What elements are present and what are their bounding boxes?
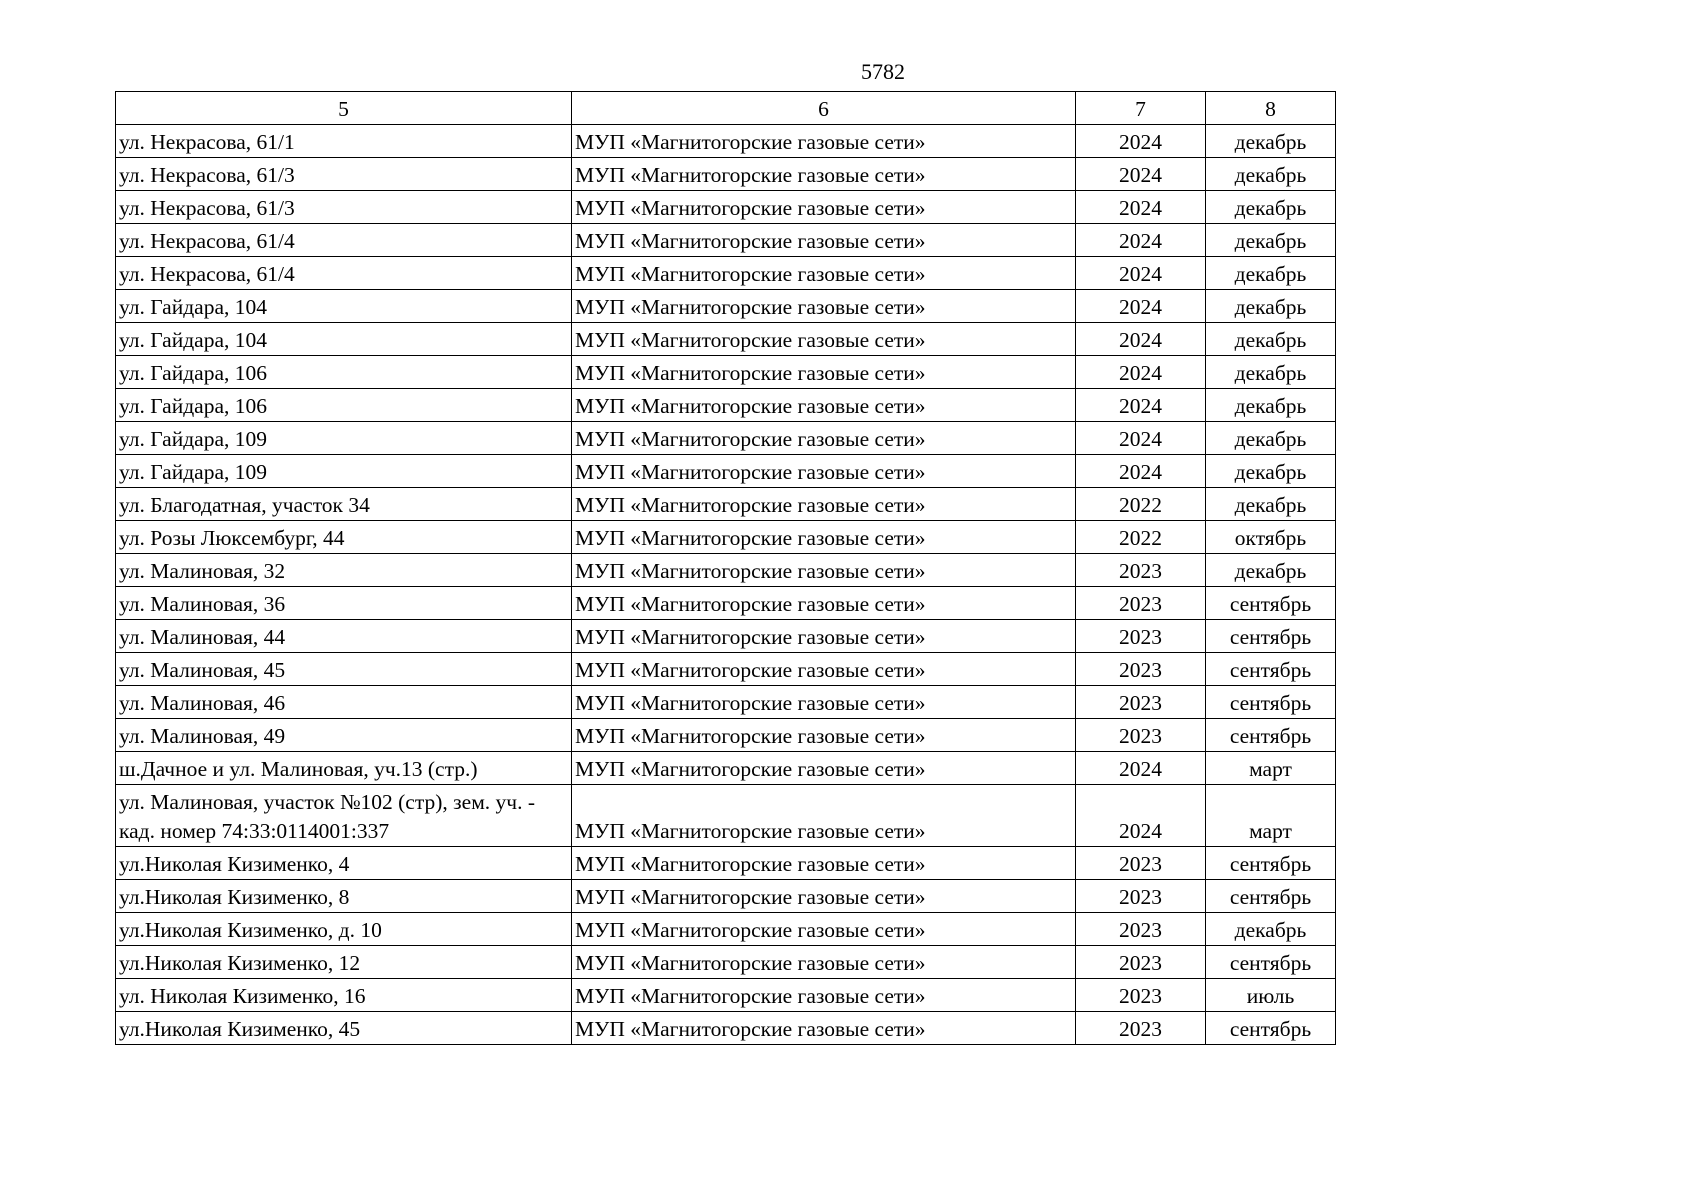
year-cell: 2023: [1076, 979, 1206, 1012]
year-cell: 2023: [1076, 913, 1206, 946]
year-cell: 2023: [1076, 880, 1206, 913]
address-cell: ул. Гайдара, 109: [116, 422, 572, 455]
organization-cell: МУП «Магнитогорские газовые сети»: [572, 913, 1076, 946]
month-cell: сентябрь: [1206, 880, 1336, 913]
address-cell: ул. Некрасова, 61/4: [116, 224, 572, 257]
year-cell: 2024: [1076, 389, 1206, 422]
address-cell: ул. Некрасова, 61/3: [116, 191, 572, 224]
organization-cell: МУП «Магнитогорские газовые сети»: [572, 455, 1076, 488]
table-row: [116, 224, 1336, 257]
address-cell: ул.Николая Кизименко, 8: [116, 880, 572, 913]
organization-cell: МУП «Магнитогорские газовые сети»: [572, 158, 1076, 191]
organization-cell: МУП «Магнитогорские газовые сети»: [572, 620, 1076, 653]
organization-cell: МУП «Магнитогорские газовые сети»: [572, 785, 1076, 847]
address-cell: ул. Малиновая, 49: [116, 719, 572, 752]
organization-cell: МУП «Магнитогорские газовые сети»: [572, 224, 1076, 257]
year-cell: 2023: [1076, 847, 1206, 880]
organization-cell: МУП «Магнитогорские газовые сети»: [572, 752, 1076, 785]
table-row: [116, 158, 1336, 191]
year-cell: 2024: [1076, 191, 1206, 224]
year-cell: 2024: [1076, 224, 1206, 257]
organization-cell: МУП «Магнитогорские газовые сети»: [572, 979, 1076, 1012]
year-cell: 2024: [1076, 422, 1206, 455]
table-row: [116, 191, 1336, 224]
organization-cell: МУП «Магнитогорские газовые сети»: [572, 125, 1076, 158]
table-row: [116, 521, 1336, 554]
year-cell: 2023: [1076, 554, 1206, 587]
year-cell: 2024: [1076, 455, 1206, 488]
address-cell: ул. Гайдара, 109: [116, 455, 572, 488]
column-header-8: 8: [1206, 92, 1336, 125]
address-cell: ул.Николая Кизименко, д. 10: [116, 913, 572, 946]
table-row: [116, 290, 1336, 323]
month-cell: сентябрь: [1206, 946, 1336, 979]
table-row: [116, 389, 1336, 422]
organization-cell: МУП «Магнитогорские газовые сети»: [572, 488, 1076, 521]
organization-cell: МУП «Магнитогорские газовые сети»: [572, 521, 1076, 554]
address-cell: ул. Николая Кизименко, 16: [116, 979, 572, 1012]
address-cell: ул. Розы Люксембург, 44: [116, 521, 572, 554]
month-cell: сентябрь: [1206, 1012, 1336, 1045]
table-row: [116, 847, 1336, 880]
month-cell: декабрь: [1206, 224, 1336, 257]
column-header-7: 7: [1076, 92, 1206, 125]
year-cell: 2024: [1076, 323, 1206, 356]
month-cell: сентябрь: [1206, 653, 1336, 686]
year-cell: 2023: [1076, 1012, 1206, 1045]
address-cell: ул.Николая Кизименко, 12: [116, 946, 572, 979]
year-cell: 2022: [1076, 488, 1206, 521]
month-cell: декабрь: [1206, 389, 1336, 422]
table-row: [116, 620, 1336, 653]
table-row: [116, 455, 1336, 488]
table-row: [116, 356, 1336, 389]
table-row: [116, 913, 1336, 946]
year-cell: 2024: [1076, 290, 1206, 323]
organization-cell: МУП «Магнитогорские газовые сети»: [572, 686, 1076, 719]
address-cell: ул. Малиновая, 44: [116, 620, 572, 653]
organization-cell: МУП «Магнитогорские газовые сети»: [572, 847, 1076, 880]
organization-cell: МУП «Магнитогорские газовые сети»: [572, 290, 1076, 323]
month-cell: декабрь: [1206, 455, 1336, 488]
table-row: [116, 125, 1336, 158]
address-cell: ул. Некрасова, 61/1: [116, 125, 572, 158]
year-cell: 2024: [1076, 785, 1206, 847]
organization-cell: МУП «Магнитогорские газовые сети»: [572, 946, 1076, 979]
month-cell: декабрь: [1206, 422, 1336, 455]
address-cell: ул. Малиновая, 36: [116, 587, 572, 620]
address-cell: ул. Гайдара, 106: [116, 356, 572, 389]
address-cell: ул. Некрасова, 61/4: [116, 257, 572, 290]
month-cell: март: [1206, 785, 1336, 847]
month-cell: декабрь: [1206, 125, 1336, 158]
table-row: [116, 686, 1336, 719]
table-row: [116, 880, 1336, 913]
address-cell: ул. Гайдара, 104: [116, 323, 572, 356]
column-header-6: 6: [572, 92, 1076, 125]
address-cell: ул. Малиновая, 32: [116, 554, 572, 587]
month-cell: декабрь: [1206, 554, 1336, 587]
address-cell: ул. Благодатная, участок 34: [116, 488, 572, 521]
table-row: [116, 422, 1336, 455]
month-cell: сентябрь: [1206, 847, 1336, 880]
table-row: [116, 946, 1336, 979]
table-row: [116, 653, 1336, 686]
month-cell: октябрь: [1206, 521, 1336, 554]
organization-cell: МУП «Магнитогорские газовые сети»: [572, 257, 1076, 290]
column-header-5: 5: [116, 92, 572, 125]
month-cell: декабрь: [1206, 913, 1336, 946]
address-cell: ш.Дачное и ул. Малиновая, уч.13 (стр.): [116, 752, 572, 785]
address-cell: ул.Николая Кизименко, 4: [116, 847, 572, 880]
month-cell: декабрь: [1206, 191, 1336, 224]
year-cell: 2023: [1076, 653, 1206, 686]
table-row: [116, 587, 1336, 620]
organization-cell: МУП «Магнитогорские газовые сети»: [572, 653, 1076, 686]
year-cell: 2024: [1076, 257, 1206, 290]
table-row: [116, 554, 1336, 587]
schedule-table: [115, 91, 1336, 1045]
organization-cell: МУП «Магнитогорские газовые сети»: [572, 587, 1076, 620]
table-row: [116, 1012, 1336, 1045]
table-row: [116, 323, 1336, 356]
address-cell: ул. Малиновая, участок №102 (стр), зем. уч. - кад. номер 74:33:0114001:337: [116, 785, 572, 847]
month-cell: декабрь: [1206, 290, 1336, 323]
address-cell: ул. Малиновая, 46: [116, 686, 572, 719]
year-cell: 2024: [1076, 125, 1206, 158]
month-cell: декабрь: [1206, 158, 1336, 191]
year-cell: 2023: [1076, 620, 1206, 653]
address-cell: ул. Гайдара, 106: [116, 389, 572, 422]
organization-cell: МУП «Магнитогорские газовые сети»: [572, 356, 1076, 389]
page-number: 5782: [861, 59, 905, 84]
month-cell: июль: [1206, 979, 1336, 1012]
month-cell: сентябрь: [1206, 719, 1336, 752]
header-row: [116, 92, 1336, 125]
organization-cell: МУП «Магнитогорские газовые сети»: [572, 191, 1076, 224]
organization-cell: МУП «Магнитогорские газовые сети»: [572, 880, 1076, 913]
organization-cell: МУП «Магнитогорские газовые сети»: [572, 719, 1076, 752]
month-cell: март: [1206, 752, 1336, 785]
address-cell: ул. Некрасова, 61/3: [116, 158, 572, 191]
month-cell: декабрь: [1206, 488, 1336, 521]
organization-cell: МУП «Магнитогорские газовые сети»: [572, 1012, 1076, 1045]
year-cell: 2023: [1076, 946, 1206, 979]
year-cell: 2023: [1076, 686, 1206, 719]
month-cell: декабрь: [1206, 356, 1336, 389]
table-row: [116, 488, 1336, 521]
organization-cell: МУП «Магнитогорские газовые сети»: [572, 323, 1076, 356]
address-cell: ул.Николая Кизименко, 45: [116, 1012, 572, 1045]
organization-cell: МУП «Магнитогорские газовые сети»: [572, 554, 1076, 587]
table-row: [116, 979, 1336, 1012]
organization-cell: МУП «Магнитогорские газовые сети»: [572, 422, 1076, 455]
month-cell: сентябрь: [1206, 587, 1336, 620]
month-cell: сентябрь: [1206, 686, 1336, 719]
year-cell: 2024: [1076, 356, 1206, 389]
year-cell: 2024: [1076, 158, 1206, 191]
month-cell: сентябрь: [1206, 620, 1336, 653]
month-cell: декабрь: [1206, 257, 1336, 290]
table-row: [116, 719, 1336, 752]
organization-cell: МУП «Магнитогорские газовые сети»: [572, 389, 1076, 422]
table-row: [116, 785, 1336, 847]
address-cell: ул. Малиновая, 45: [116, 653, 572, 686]
month-cell: декабрь: [1206, 323, 1336, 356]
table-row: [116, 257, 1336, 290]
year-cell: 2024: [1076, 752, 1206, 785]
table-row: [116, 752, 1336, 785]
year-cell: 2023: [1076, 587, 1206, 620]
address-cell: ул. Гайдара, 104: [116, 290, 572, 323]
year-cell: 2023: [1076, 719, 1206, 752]
year-cell: 2022: [1076, 521, 1206, 554]
